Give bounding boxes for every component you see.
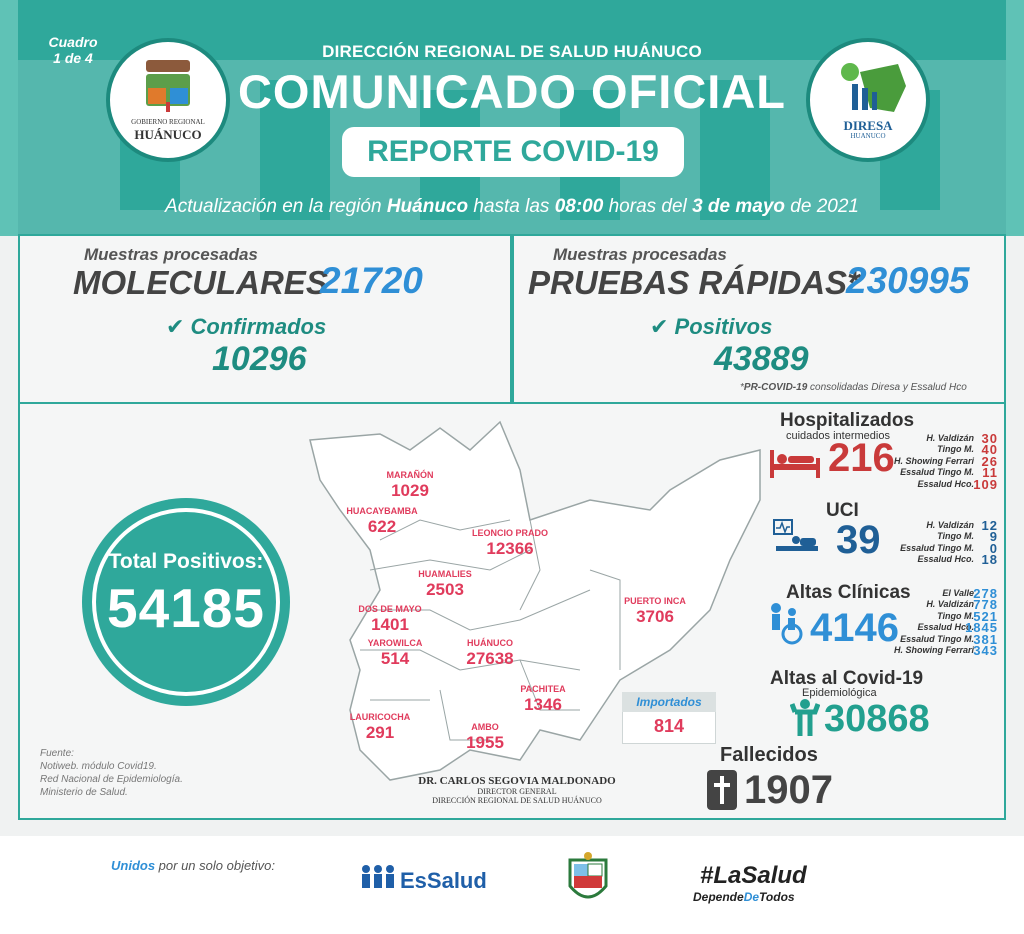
- importados-value: 814: [653, 716, 685, 736]
- hospitalizados-row-name: H. Valdizán: [926, 433, 974, 443]
- altas-clinicas-title: Altas Clínicas: [786, 582, 911, 603]
- logo-right-line1: DIRESA: [843, 118, 893, 133]
- peru-coat-of-arms-icon: [566, 852, 610, 908]
- province-value: 514: [380, 649, 410, 668]
- province-name: LAURICOCHA: [349, 712, 411, 722]
- report-badge: REPORTE COVID-19: [342, 127, 684, 177]
- update-date: 3 de mayo: [692, 196, 785, 217]
- uci-row-value: 18: [981, 552, 998, 568]
- hospitalizados-row-name: Essalud Hco.: [917, 478, 974, 489]
- province-value: 12366: [486, 539, 534, 558]
- hospitalizados-row-name: H. Showing Ferrari: [893, 455, 974, 466]
- fallecidos-title: Fallecidos: [720, 744, 818, 766]
- page-title: COMUNICADO OFICIAL: [237, 65, 786, 118]
- director-role: DIRECTOR GENERAL: [477, 787, 557, 796]
- uci-row-name: Tingo M.: [937, 531, 974, 542]
- hospital-bed-icon: [768, 446, 824, 480]
- altas-clinicas-row-name: Essalud Hco.: [917, 622, 974, 633]
- cuadro-line1: Cuadro: [48, 34, 98, 50]
- recovered-person-icon: [790, 698, 820, 738]
- province-name: AMBO: [471, 722, 499, 732]
- province-name: HUÁNUCO: [467, 638, 513, 648]
- altas-clinicas-row-name: Tingo M.: [937, 610, 974, 621]
- province-name: PACHITEA: [520, 684, 566, 694]
- confirmados-text: Confirmados: [190, 314, 327, 339]
- depende-b: De: [743, 890, 760, 904]
- altas-covid-value: 30868: [824, 698, 930, 740]
- source-line1: Notiweb. módulo Covid19.: [40, 761, 157, 772]
- icu-patient-icon: [772, 518, 822, 556]
- rapid-note: *PR-COVID-19 consolidadas Diresa y Essalud Hco: [740, 382, 967, 393]
- hospitalizados-row-value: 11: [982, 465, 998, 481]
- source-line2: Red Nacional de Epidemiología.: [40, 774, 183, 785]
- altas-clinicas-row-value: 521: [973, 608, 998, 624]
- uci-row-name: Essalud Tingo M.: [900, 542, 974, 553]
- director-name: DR. CARLOS SEGOVIA MALDONADO: [418, 775, 616, 787]
- source-line3: Ministerio de Salud.: [40, 787, 128, 798]
- hospitalizados-row-value: 40: [981, 442, 998, 458]
- total-label: Total Positivos:: [108, 550, 264, 573]
- logo-right-line2: HUANUCO: [850, 132, 886, 140]
- altas-clinicas-row-name: Essalud Tingo M.: [900, 633, 974, 644]
- hospitalizados-row-name: Essalud Tingo M.: [900, 467, 974, 478]
- uci-row-value: 9: [989, 529, 998, 545]
- hospitalizados-value: 216: [828, 436, 895, 480]
- source-note: [40, 747, 183, 799]
- rapid-note-rest: consolidadas Diresa y Essalud Hco: [807, 382, 967, 393]
- altas-covid-subtitle: Epidemiológica: [802, 687, 877, 699]
- unidos-rest: por un solo objetivo:: [155, 858, 276, 873]
- update-prefix: Actualización en la región: [165, 196, 387, 217]
- province-name: YAROWILCA: [367, 638, 423, 648]
- altas-clinicas-row-value: 1845: [965, 620, 998, 636]
- hospitalizados-row-name: Tingo M.: [937, 444, 974, 455]
- province-value: 3706: [636, 607, 674, 626]
- director-signature: [402, 775, 632, 805]
- altas-clinicas-value: 4146: [810, 606, 899, 650]
- province-name: HUAMALIES: [418, 569, 472, 579]
- update-suffix: de 2021: [785, 196, 859, 217]
- province-value: 27638: [466, 649, 514, 668]
- uci-row-value: 12: [981, 518, 998, 533]
- uci-value: 39: [836, 518, 881, 562]
- altas-clinicas-row-value: 778: [973, 597, 998, 613]
- depende-a: Depende: [693, 890, 744, 904]
- cuadro-line2: 1 de 4: [53, 50, 93, 66]
- molecular-title: MOLECULARES: [73, 264, 328, 301]
- molecular-value: 21720: [320, 260, 423, 301]
- altas-covid-title: Altas al Covid-19: [770, 668, 924, 689]
- province-value: 1029: [391, 481, 429, 500]
- footer: [0, 836, 1024, 934]
- rapid-title: PRUEBAS RÁPIDAS*: [528, 264, 860, 301]
- uci-title: UCI: [826, 500, 859, 521]
- altas-clinicas-row-value: 381: [973, 631, 998, 647]
- hospitalizados-title: Hospitalizados: [780, 410, 915, 431]
- update-mid: hasta las: [468, 196, 555, 217]
- update-line: [0, 196, 1024, 218]
- province-value: 2503: [426, 580, 464, 599]
- check-icon: ✔: [650, 314, 675, 339]
- total-value: 54185: [107, 577, 265, 639]
- positivos-value: 43889: [714, 340, 809, 378]
- cross-icon: [707, 770, 737, 810]
- uci-row-name: Essalud Hco.: [917, 554, 974, 565]
- positivos-label: [650, 314, 772, 340]
- importados-label: Importados: [622, 692, 716, 712]
- hospitalizados-subtitle: cuidados intermedios: [786, 430, 890, 442]
- logo-left-line1: GOBIERNO REGIONAL: [131, 118, 205, 126]
- province-value: 1955: [466, 733, 504, 752]
- hospitalizados-row-value: 109: [973, 476, 998, 492]
- update-time: 08:00: [554, 196, 604, 217]
- org-title: DIRECCIÓN REGIONAL DE SALUD HUÁNUCO: [322, 42, 702, 61]
- unidos-tagline: [111, 858, 275, 873]
- province-value: 1401: [371, 615, 409, 634]
- altas-clinicas-row-name: El Valle: [942, 588, 974, 598]
- unidos-bold: Unidos: [111, 858, 156, 873]
- wheelchair-icon: [764, 602, 808, 646]
- molecular-caption: Muestras procesadas: [84, 245, 258, 264]
- check-icon: ✔: [166, 314, 191, 339]
- director-org: DIRECCIÓN REGIONAL DE SALUD HUÁNUCO: [432, 796, 602, 805]
- hospitalizados-row-value: 30: [981, 431, 998, 446]
- update-region: Huánuco: [386, 196, 469, 217]
- province-name: PUERTO INCA: [624, 596, 686, 606]
- altas-clinicas-row-value: 343: [973, 643, 998, 658]
- confirmados-value: 10296: [212, 340, 307, 378]
- altas-clinicas-row-name: H. Valdizán: [926, 599, 974, 610]
- essalud-people-icon: [358, 864, 398, 890]
- confirmados-label: [166, 314, 326, 340]
- lasalud-hashtag: #LaSalud: [700, 862, 807, 889]
- essalud-logo: EsSalud: [400, 868, 487, 893]
- province-value: 622: [367, 517, 397, 536]
- province-name: LEONCIO PRADO: [471, 528, 549, 538]
- source-title: Fuente:: [40, 748, 74, 759]
- update-mid2: horas del: [603, 196, 693, 217]
- hospitalizados-row-value: 26: [981, 453, 998, 469]
- uci-row-value: 0: [989, 540, 998, 556]
- province-name: DOS DE MAYO: [358, 604, 422, 614]
- logo-left-line2: HUÁNUCO: [134, 127, 202, 142]
- rapid-note-bold: PR-COVID-19: [743, 382, 808, 393]
- province-name: HUACAYBAMBA: [346, 506, 418, 516]
- altas-clinicas-row-name: H. Showing Ferrari: [893, 645, 974, 655]
- fallecidos-value: 1907: [744, 768, 833, 812]
- uci-row-name: H. Valdizán: [926, 520, 974, 530]
- depende-tagline: [693, 890, 795, 904]
- province-name: MARAÑÓN: [386, 470, 434, 480]
- positivos-text: Positivos: [674, 314, 773, 339]
- rapid-value: 230995: [846, 260, 970, 301]
- province-value: 291: [365, 723, 395, 742]
- province-value: 1346: [524, 695, 562, 714]
- altas-clinicas-row-value: 278: [973, 586, 998, 601]
- rapid-caption: Muestras procesadas: [553, 245, 727, 264]
- depende-c: Todos: [759, 890, 795, 904]
